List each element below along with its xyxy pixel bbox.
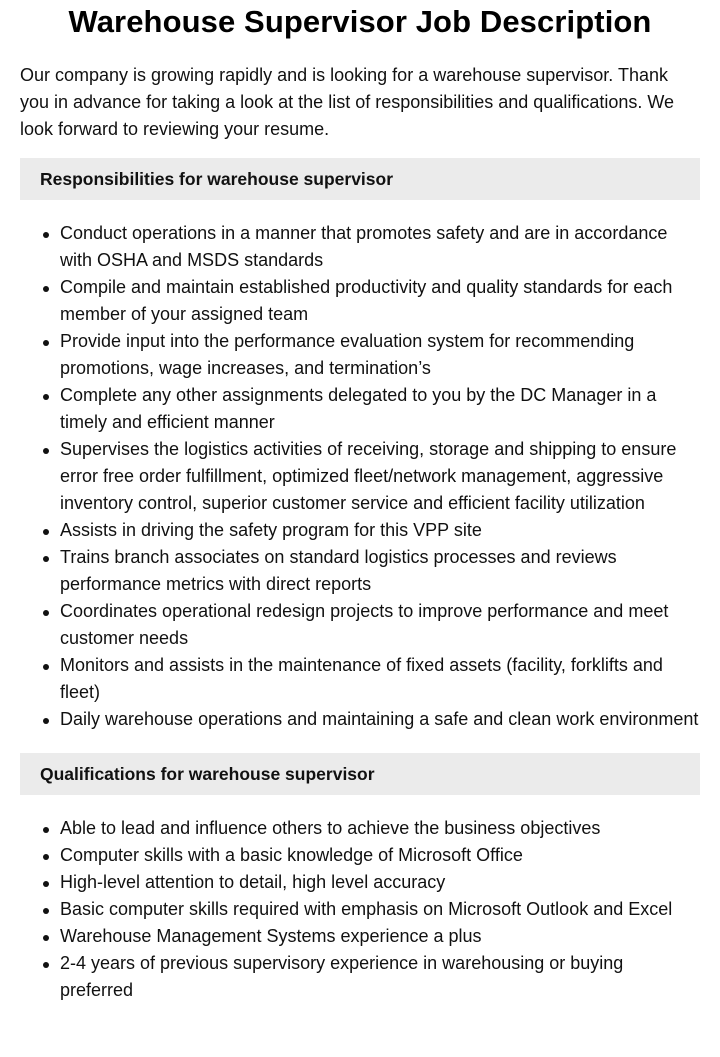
list-item: [60, 274, 700, 328]
bullet-icon: [43, 394, 49, 400]
bullet-icon: [43, 556, 49, 562]
list-item-text: Computer skills with a basic knowledge of Microsoft Office: [60, 845, 523, 865]
qualifications-list: [20, 815, 700, 1004]
list-item-text: High-level attention to detail, high level accuracy: [60, 872, 446, 892]
list-item: [60, 652, 700, 706]
bullet-icon: [43, 908, 49, 914]
list-item-text: Provide input into the performance evaluation system for recommending promotions, wage increases, and termination’s: [60, 331, 635, 378]
responsibilities-heading: Responsibilities for warehouse supervisor: [20, 158, 700, 200]
list-item-text: Monitors and assists in the maintenance of fixed assets (facility, forklifts and fleet): [60, 655, 663, 702]
list-item: [60, 517, 700, 544]
list-item: [60, 220, 700, 274]
responsibilities-list: [20, 220, 700, 733]
list-item: [60, 923, 700, 950]
bullet-icon: [43, 529, 49, 535]
list-item-text: Compile and maintain established productivity and quality standards for each member of your assigned team: [60, 277, 673, 324]
list-item: [60, 896, 700, 923]
bullet-icon: [43, 340, 49, 346]
list-item-text: Basic computer skills required with emphasis on Microsoft Outlook and Excel: [60, 899, 673, 919]
list-item: [60, 328, 700, 382]
list-item: [60, 544, 700, 598]
bullet-icon: [43, 881, 49, 887]
bullet-icon: [43, 448, 49, 454]
bullet-icon: [43, 935, 49, 941]
list-item: [60, 436, 700, 517]
bullet-icon: [43, 610, 49, 616]
bullet-icon: [43, 232, 49, 238]
list-item-text: Coordinates operational redesign projects to improve performance and meet customer needs: [60, 601, 669, 648]
list-item-text: Conduct operations in a manner that promotes safety and are in accordance with OSHA and MSDS standards: [60, 223, 668, 270]
list-item: [60, 950, 700, 1004]
list-item-text: 2-4 years of previous supervisory experience in warehousing or buying preferred: [60, 953, 624, 1000]
list-item-text: Trains branch associates on standard logistics processes and reviews performance metrics with direct reports: [60, 547, 617, 594]
list-item-text: Complete any other assignments delegated to you by the DC Manager in a timely and efficient manner: [60, 385, 657, 432]
bullet-icon: [43, 286, 49, 292]
list-item-text: Supervises the logistics activities of receiving, storage and shipping to ensure error free order fulfillment, optimized fleet/network management, aggressive inventory control, superior customer service and efficient facility utilization: [60, 439, 677, 513]
list-item-text: Warehouse Management Systems experience a plus: [60, 926, 482, 946]
list-item-text: Able to lead and influence others to achieve the business objectives: [60, 818, 601, 838]
list-item: [60, 382, 700, 436]
bullet-icon: [43, 854, 49, 860]
page-title: Warehouse Supervisor Job Description: [68, 4, 652, 39]
bullet-icon: [43, 664, 49, 670]
list-item-text: Daily warehouse operations and maintaining a safe and clean work environment: [60, 709, 699, 729]
list-item: [60, 869, 700, 896]
list-item: [60, 706, 700, 733]
list-item: [60, 598, 700, 652]
qualifications-heading: Qualifications for warehouse supervisor: [20, 753, 700, 795]
list-item-text: Assists in driving the safety program for this VPP site: [60, 520, 482, 540]
bullet-icon: [43, 962, 49, 968]
intro-paragraph: Our company is growing rapidly and is looking for a warehouse supervisor. Thank you in advance for taking a look at the list of responsibilities and qualifications. We look forward to reviewing your resume.: [20, 65, 675, 139]
list-item: [60, 815, 700, 842]
bullet-icon: [43, 718, 49, 724]
bullet-icon: [43, 827, 49, 833]
list-item: [60, 842, 700, 869]
